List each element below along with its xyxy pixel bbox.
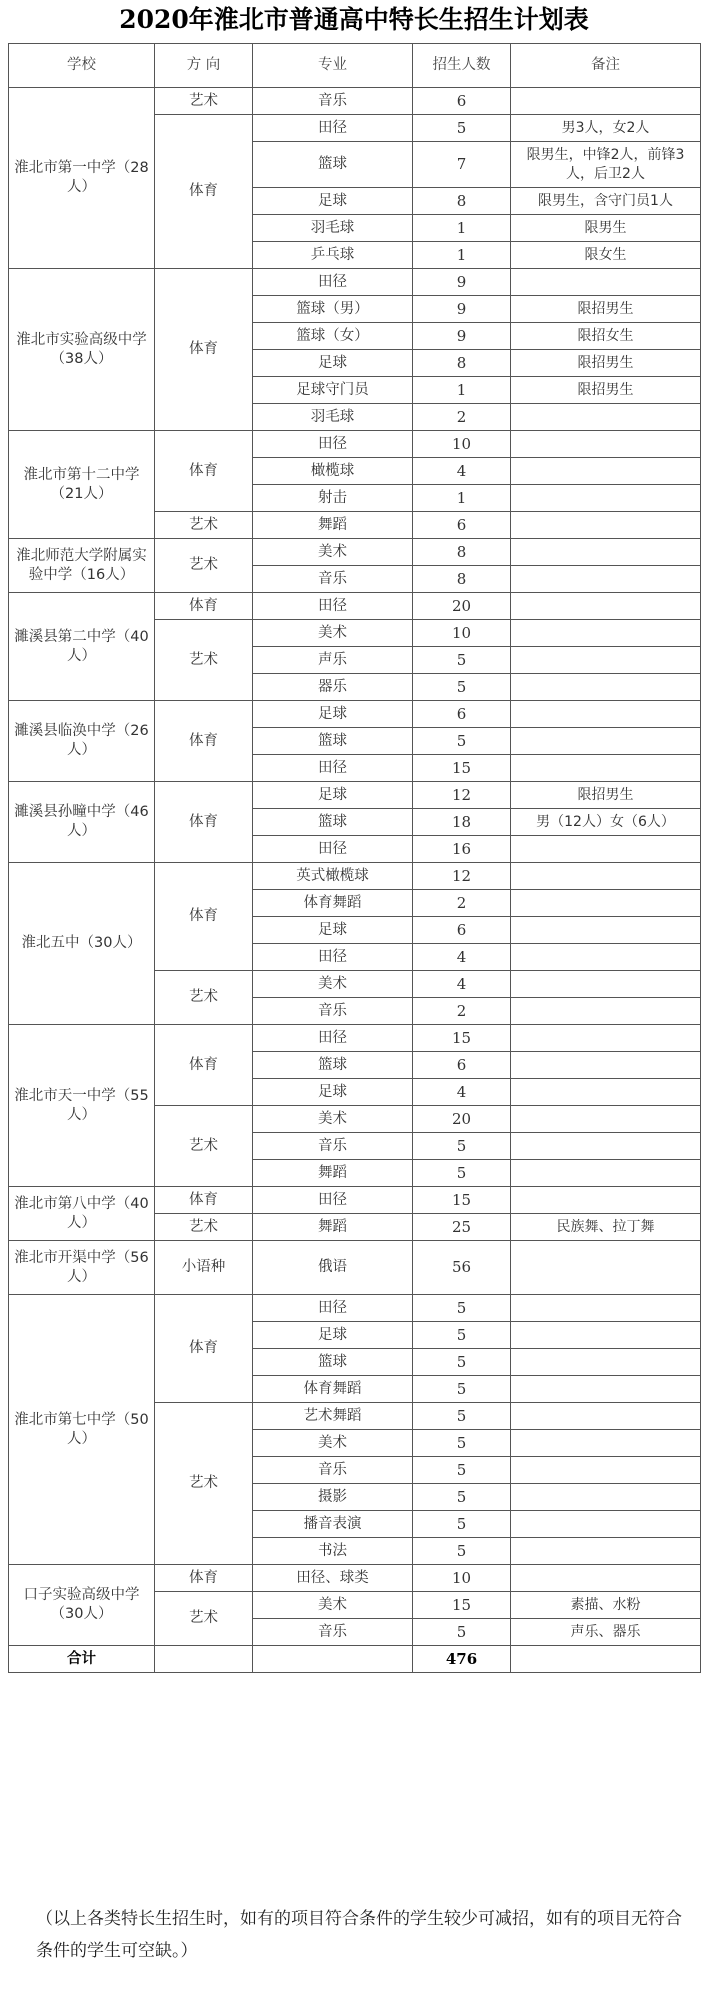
footnote: （以上各类特长生招生时，如有的项目符合条件的学生较少可减招，如有的项目无符合条件的学生可空缺。） [36,1909,682,1961]
count-cell: 5 [413,647,511,674]
major-cell: 篮球 [253,142,413,188]
major-cell: 羽毛球 [253,215,413,242]
count-cell: 2 [413,404,511,431]
enrollment-plan-table [8,43,701,1673]
major-cell: 足球 [253,1322,413,1349]
count-cell: 4 [413,944,511,971]
direction-cell: 艺术 [155,620,253,701]
count-cell: 9 [413,296,511,323]
major-cell: 足球 [253,782,413,809]
direction-cell: 体育 [155,1565,253,1592]
major-cell: 田径 [253,1025,413,1052]
direction-cell: 艺术 [155,1214,253,1241]
major-cell: 美术 [253,1106,413,1133]
count-cell: 4 [413,971,511,998]
major-cell: 篮球 [253,728,413,755]
direction-cell: 艺术 [155,539,253,593]
direction-cell: 艺术 [155,971,253,1025]
note-cell [511,1511,701,1538]
table-row [9,431,701,458]
count-cell: 20 [413,593,511,620]
school-cell: 淮北市开渠中学（56人） [9,1241,155,1295]
major-cell: 播音表演 [253,1511,413,1538]
count-cell: 20 [413,1106,511,1133]
count-cell: 5 [413,1160,511,1187]
school-cell: 淮北市天一中学（55人） [9,1025,155,1187]
table-row [9,701,701,728]
note-cell [511,1160,701,1187]
note-cell [511,836,701,863]
note-cell [511,728,701,755]
note-cell [511,1295,701,1322]
major-cell: 体育舞蹈 [253,890,413,917]
major-cell: 音乐 [253,88,413,115]
count-cell: 5 [413,1295,511,1322]
major-cell: 篮球（女） [253,323,413,350]
major-cell: 篮球（男） [253,296,413,323]
count-cell: 5 [413,674,511,701]
count-cell: 5 [413,115,511,142]
major-cell: 声乐 [253,647,413,674]
direction-cell: 体育 [155,1187,253,1214]
note-cell [511,944,701,971]
count-cell: 1 [413,377,511,404]
total-count: 476 [413,1646,511,1673]
count-cell: 7 [413,142,511,188]
table-row [9,863,701,890]
major-cell: 书法 [253,1538,413,1565]
major-cell: 美术 [253,539,413,566]
major-cell: 美术 [253,971,413,998]
count-cell: 6 [413,512,511,539]
note-cell: 限招女生 [511,323,701,350]
school-cell: 濉溪县孙疃中学（46人） [9,782,155,863]
note-cell [511,1484,701,1511]
count-cell: 5 [413,1457,511,1484]
major-cell: 羽毛球 [253,404,413,431]
count-cell: 5 [413,1349,511,1376]
school-cell: 口子实验高级中学（30人） [9,1565,155,1646]
note-cell [511,1241,701,1295]
direction-cell: 艺术 [155,512,253,539]
total-note-cell [511,1646,701,1673]
note-cell [511,539,701,566]
count-cell: 1 [413,242,511,269]
direction-cell: 艺术 [155,1592,253,1646]
major-cell: 摄影 [253,1484,413,1511]
table-row [9,1187,701,1214]
count-cell: 5 [413,1430,511,1457]
count-cell: 25 [413,1214,511,1241]
major-cell: 舞蹈 [253,1214,413,1241]
header-direction: 方 向 [155,44,253,88]
note-cell [511,674,701,701]
note-cell [511,1133,701,1160]
note-cell [511,1322,701,1349]
note-cell: 限男生 [511,215,701,242]
major-cell: 田径 [253,755,413,782]
note-cell: 男3人，女2人 [511,115,701,142]
major-cell: 田径 [253,1187,413,1214]
note-cell [511,755,701,782]
major-cell: 橄榄球 [253,458,413,485]
note-cell [511,620,701,647]
count-cell: 8 [413,539,511,566]
count-cell: 18 [413,809,511,836]
count-cell: 5 [413,1133,511,1160]
major-cell: 舞蹈 [253,1160,413,1187]
count-cell: 9 [413,323,511,350]
note-cell [511,1457,701,1484]
major-cell: 乒乓球 [253,242,413,269]
note-cell [511,1403,701,1430]
note-cell: 限女生 [511,242,701,269]
major-cell: 舞蹈 [253,512,413,539]
school-cell: 淮北师范大学附属实验中学（16人） [9,539,155,593]
major-cell: 足球 [253,1079,413,1106]
major-cell: 美术 [253,620,413,647]
count-cell: 12 [413,863,511,890]
major-cell: 器乐 [253,674,413,701]
note-cell [511,88,701,115]
note-cell: 素描、水粉 [511,1592,701,1619]
direction-cell: 艺术 [155,88,253,115]
count-cell: 4 [413,458,511,485]
note-cell: 限男生，中锋2人，前锋3人，后卫2人 [511,142,701,188]
note-cell: 限招男生 [511,377,701,404]
count-cell: 6 [413,88,511,115]
count-cell: 1 [413,485,511,512]
direction-cell: 体育 [155,782,253,863]
count-cell: 15 [413,1187,511,1214]
note-cell [511,701,701,728]
school-cell: 濉溪县第二中学（40人） [9,593,155,701]
direction-cell: 体育 [155,431,253,512]
school-cell: 濉溪县临涣中学（26人） [9,701,155,782]
count-cell: 6 [413,917,511,944]
note-cell [511,431,701,458]
note-cell [511,512,701,539]
direction-cell: 体育 [155,1295,253,1403]
header-count: 招生人数 [413,44,511,88]
count-cell: 6 [413,701,511,728]
note-cell [511,1106,701,1133]
header-school: 学校 [9,44,155,88]
major-cell: 体育舞蹈 [253,1376,413,1403]
page-title: 2020年淮北市普通高中特长生招生计划表 [119,5,589,34]
note-cell [511,404,701,431]
note-cell [511,566,701,593]
note-cell [511,485,701,512]
major-cell: 俄语 [253,1241,413,1295]
table-row [9,539,701,566]
major-cell: 田径 [253,944,413,971]
count-cell: 1 [413,215,511,242]
table-row [9,88,701,115]
note-cell [511,1079,701,1106]
direction-cell: 小语种 [155,1241,253,1295]
count-cell: 5 [413,1403,511,1430]
count-cell: 2 [413,890,511,917]
direction-cell: 艺术 [155,1403,253,1565]
major-cell: 艺术舞蹈 [253,1403,413,1430]
note-cell [511,647,701,674]
direction-cell: 体育 [155,593,253,620]
major-cell: 田径 [253,431,413,458]
total-direction-cell [155,1646,253,1673]
major-cell: 射击 [253,485,413,512]
direction-cell: 艺术 [155,1106,253,1187]
note-cell [511,1565,701,1592]
school-cell: 淮北市第八中学（40人） [9,1187,155,1241]
table-row [9,1295,701,1322]
count-cell: 5 [413,1484,511,1511]
major-cell: 音乐 [253,1619,413,1646]
note-cell [511,1187,701,1214]
major-cell: 田径 [253,593,413,620]
header-major: 专业 [253,44,413,88]
note-cell: 男（12人）女（6人） [511,809,701,836]
count-cell: 15 [413,755,511,782]
major-cell: 篮球 [253,809,413,836]
note-cell [511,863,701,890]
major-cell: 田径 [253,836,413,863]
count-cell: 15 [413,1025,511,1052]
count-cell: 5 [413,1376,511,1403]
count-cell: 10 [413,620,511,647]
major-cell: 田径 [253,269,413,296]
major-cell: 足球 [253,350,413,377]
major-cell: 音乐 [253,998,413,1025]
count-cell: 2 [413,998,511,1025]
count-cell: 10 [413,1565,511,1592]
school-cell: 淮北市第七中学（50人） [9,1295,155,1565]
count-cell: 12 [413,782,511,809]
major-cell: 足球 [253,188,413,215]
count-cell: 5 [413,1538,511,1565]
school-cell: 淮北市实验高级中学（38人） [9,269,155,431]
direction-cell: 体育 [155,863,253,971]
table-row [9,1565,701,1592]
count-cell: 56 [413,1241,511,1295]
major-cell: 音乐 [253,566,413,593]
school-cell: 淮北市第十二中学 （21人） [9,431,155,539]
total-label: 合计 [9,1646,155,1673]
major-cell: 田径 [253,1295,413,1322]
note-cell: 限招男生 [511,350,701,377]
note-cell: 限招男生 [511,782,701,809]
count-cell: 16 [413,836,511,863]
note-cell [511,1376,701,1403]
count-cell: 5 [413,1511,511,1538]
header-note: 备注 [511,44,701,88]
table-row [9,1241,701,1295]
count-cell: 5 [413,728,511,755]
note-cell [511,1538,701,1565]
major-cell: 篮球 [253,1052,413,1079]
note-cell [511,458,701,485]
direction-cell: 体育 [155,1025,253,1106]
major-cell: 足球 [253,701,413,728]
count-cell: 5 [413,1322,511,1349]
major-cell: 美术 [253,1592,413,1619]
count-cell: 8 [413,566,511,593]
major-cell: 音乐 [253,1457,413,1484]
note-cell: 限招男生 [511,296,701,323]
note-cell [511,1025,701,1052]
major-cell: 足球 [253,917,413,944]
total-row [9,1646,701,1673]
major-cell: 田径、球类 [253,1565,413,1592]
total-major-cell [253,1646,413,1673]
note-cell: 限男生，含守门员1人 [511,188,701,215]
school-cell: 淮北五中（30人） [9,863,155,1025]
note-cell [511,1430,701,1457]
note-cell [511,917,701,944]
major-cell: 足球守门员 [253,377,413,404]
direction-cell: 体育 [155,115,253,269]
count-cell: 8 [413,188,511,215]
count-cell: 15 [413,1592,511,1619]
count-cell: 5 [413,1619,511,1646]
note-cell [511,1052,701,1079]
major-cell: 田径 [253,115,413,142]
note-cell [511,890,701,917]
note-cell [511,971,701,998]
note-cell: 民族舞、拉丁舞 [511,1214,701,1241]
table-row [9,593,701,620]
note-cell [511,998,701,1025]
major-cell: 音乐 [253,1133,413,1160]
direction-cell: 体育 [155,701,253,782]
table-row [9,782,701,809]
count-cell: 10 [413,431,511,458]
major-cell: 英式橄榄球 [253,863,413,890]
count-cell: 9 [413,269,511,296]
count-cell: 4 [413,1079,511,1106]
note-cell [511,1349,701,1376]
direction-cell: 体育 [155,269,253,431]
school-cell: 淮北市第一中学（28人） [9,88,155,269]
note-cell [511,269,701,296]
note-cell [511,593,701,620]
major-cell: 美术 [253,1430,413,1457]
table-row [9,269,701,296]
count-cell: 6 [413,1052,511,1079]
major-cell: 篮球 [253,1349,413,1376]
table-header-row [9,44,701,88]
note-cell: 声乐、器乐 [511,1619,701,1646]
count-cell: 8 [413,350,511,377]
table-row [9,1025,701,1052]
